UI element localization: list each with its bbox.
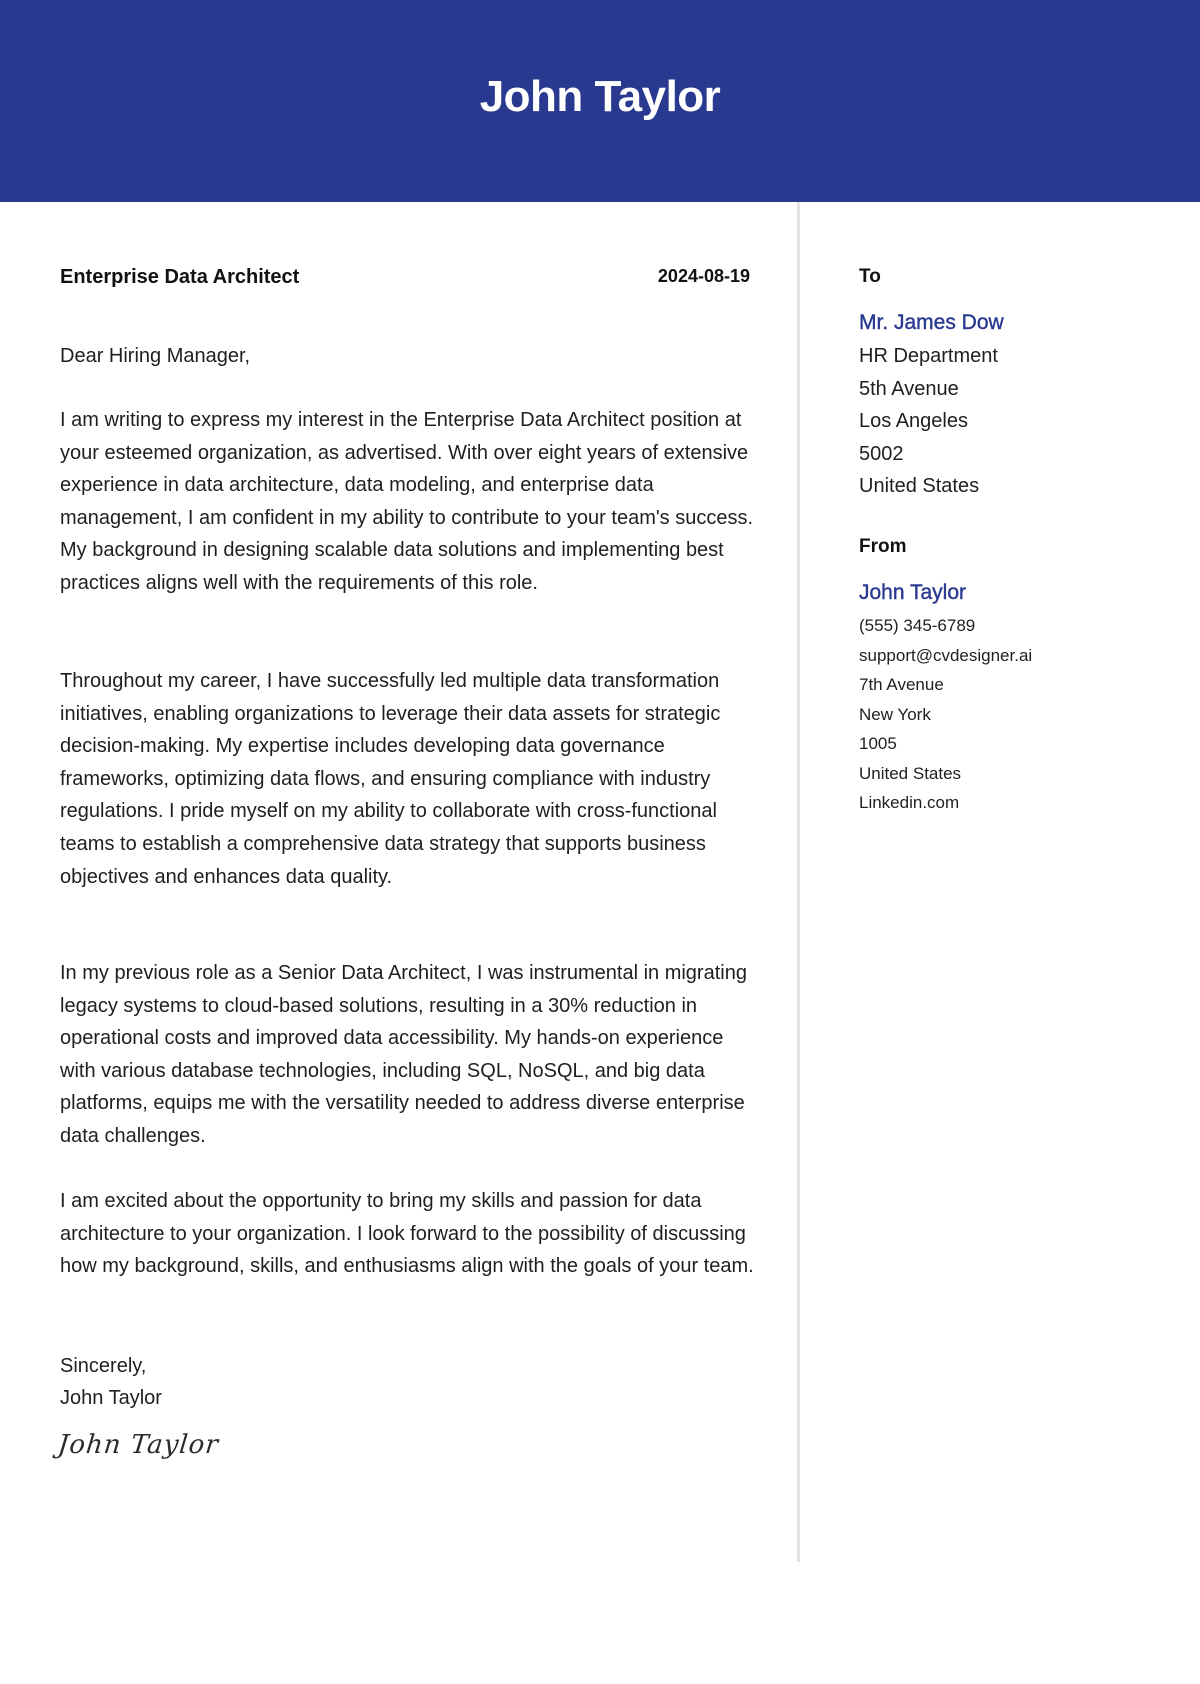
- column-divider: [797, 202, 800, 1562]
- letter-closing: Sincerely,: [60, 1355, 147, 1377]
- recipient-city: Los Angeles: [859, 410, 968, 433]
- sender-contact-details: [859, 611, 1032, 818]
- recipient-zip: 5002: [859, 442, 904, 465]
- sender-email: support@cvdesigner.ai: [859, 645, 1033, 665]
- sender-street: 7th Avenue: [859, 675, 944, 694]
- sender-city: New York: [859, 704, 931, 724]
- sender-country: United States: [859, 763, 962, 783]
- sender-website: Linkedin.com: [859, 793, 960, 812]
- sender-name: John Taylor: [859, 581, 967, 604]
- sender-phone: (555) 345-6789: [859, 616, 976, 635]
- letter-paragraph-1: I am writing to express my interest in the Enterprise Data Architect position at your esteemed organization, as advertised. With over eight years of extensive experience in data architecture, data modeling, and enterprise data management, I am confident in my ability to contribute to your team's success. My background in designing scalable data solutions and implementing best practices aligns well with the requirements of this role.: [60, 409, 754, 594]
- header-banner: [0, 0, 1200, 202]
- sender-label: From: [859, 536, 907, 557]
- sender-zip: 1005: [859, 734, 897, 753]
- recipient-label: To: [859, 266, 881, 287]
- letter-date: 2024-08-19: [657, 266, 750, 286]
- recipient-address: [859, 340, 998, 503]
- letter-signer-name: John Taylor: [60, 1387, 162, 1409]
- recipient-country: United States: [859, 475, 980, 498]
- applicant-name-heading: John Taylor: [479, 72, 721, 121]
- recipient-department: HR Department: [859, 345, 998, 367]
- letter-paragraph-2: Throughout my career, I have successfully led multiple data transformation initiatives, enabling organizations to leverage their data assets for strategic decision-making. My expertise includes developing data governance frameworks, optimizing data flows, and ensuring compliance with industry regulations. I pride myself on my ability to collaborate with cross-functional teams to establish a comprehensive data strategy that supports business objectives and enhances data quality.: [60, 670, 721, 888]
- recipient-name: Mr. James Dow: [859, 311, 1004, 334]
- recipient-street: 5th Avenue: [859, 377, 959, 400]
- handwritten-signature: John Taylor: [56, 1430, 221, 1460]
- letter-greeting: Dear Hiring Manager,: [60, 345, 251, 367]
- letter-paragraph-3: In my previous role as a Senior Data Architect, I was instrumental in migrating legacy systems to cloud-based solutions, resulting in a 30% reduction in operational costs and improved data accessibility. My hands-on experience with various database technologies, including SQL, NoSQL, and big data platforms, equips me with the versatility needed to address diverse enterprise data challenges.: [60, 962, 747, 1147]
- job-title: Enterprise Data Architect: [60, 266, 300, 288]
- letter-paragraph-4: I am excited about the opportunity to bring my skills and passion for data architecture to your organization. I look forward to the possibility of discussing how my background, skills, and enthusiasms align with the goals of your team.: [60, 1190, 754, 1278]
